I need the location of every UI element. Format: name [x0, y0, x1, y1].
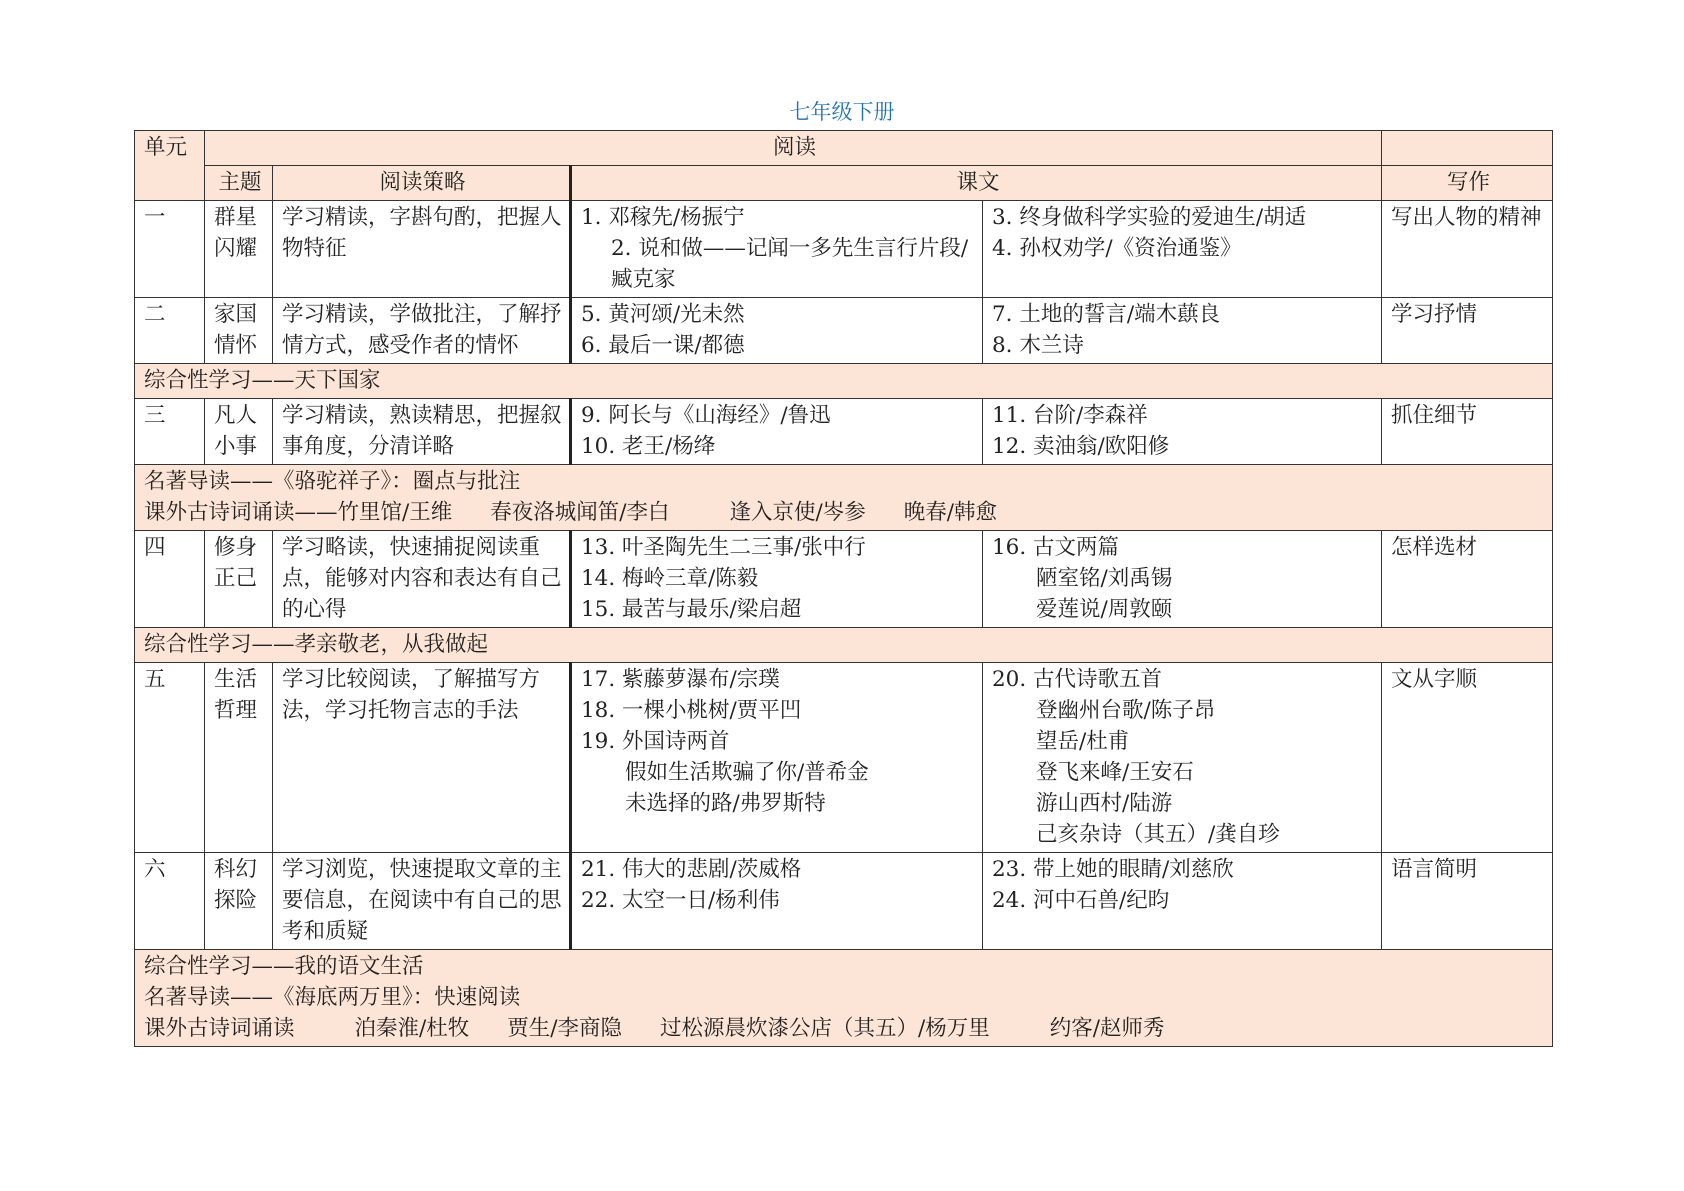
unit-writing: 怎样选材	[1382, 531, 1553, 628]
text-item: 23. 带上她的眼睛/刘慈欣	[992, 857, 1234, 882]
unit-writing: 抓住细节	[1382, 399, 1553, 465]
unit-row-5	[135, 663, 1553, 853]
text-item: 登幽州台歌/陈子昂	[1036, 698, 1216, 723]
text-item: 未选择的路/弗罗斯特	[625, 791, 826, 816]
curriculum-table	[134, 130, 1553, 1047]
unit-texts-right	[983, 201, 1382, 298]
unit-texts-left	[571, 531, 983, 628]
comprehensive-study: 综合性学习——天下国家	[135, 364, 1553, 399]
header-strategy: 阅读策略	[273, 166, 571, 201]
page-title: 七年级下册	[789, 100, 895, 124]
text-item: 2. 说和做——记闻一多先生言行片段/臧克家	[611, 236, 969, 292]
text-item: 3. 终身做科学实验的爱迪生/胡适	[992, 205, 1307, 230]
unit-theme: 凡人 小事	[205, 399, 273, 465]
unit-row-2	[135, 298, 1553, 364]
text-item: 10. 老王/杨绛	[581, 434, 716, 459]
header-unit: 单元	[135, 131, 205, 201]
unit-number: 六	[135, 853, 205, 950]
text-item: 陋室铭/刘禹锡	[1036, 566, 1173, 591]
activity-block	[135, 465, 1553, 531]
unit-writing: 写出人物的精神	[1382, 201, 1553, 298]
unit-strategy: 学习精读，学做批注，了解抒情方式，感受作者的情怀	[273, 298, 571, 364]
comprehensive-study: 综合性学习——我的语文生活	[144, 954, 424, 979]
unit-strategy: 学习比较阅读，了解描写方法，学习托物言志的手法	[273, 663, 571, 853]
text-item: 21. 伟大的悲剧/茨威格	[581, 857, 802, 882]
unit-theme: 生活 哲理	[205, 663, 273, 853]
header-reading: 阅读	[205, 131, 1382, 166]
unit-texts-right	[983, 298, 1382, 364]
unit-strategy: 学习浏览，快速提取文章的主要信息，在阅读中有自己的思考和质疑	[273, 853, 571, 950]
unit-texts-right	[983, 399, 1382, 465]
unit-texts-right	[983, 531, 1382, 628]
header-theme: 主题	[205, 166, 273, 201]
activity-row	[135, 628, 1553, 663]
unit-texts-left	[571, 201, 983, 298]
text-item: 爱莲说/周敦颐	[1036, 597, 1173, 622]
unit-row-6	[135, 853, 1553, 950]
text-item: 4. 孙权劝学/《资治通鉴》	[992, 236, 1242, 261]
activity-block	[135, 950, 1553, 1047]
unit-texts-left	[571, 663, 983, 853]
text-item: 17. 紫藤萝瀑布/宗璞	[581, 667, 780, 692]
unit-texts-left	[571, 853, 983, 950]
text-item: 13. 叶圣陶先生二三事/张中行	[581, 535, 866, 560]
text-item: 20. 古代诗歌五首	[992, 667, 1163, 692]
comprehensive-study: 综合性学习——孝亲敬老，从我做起	[135, 628, 1553, 663]
unit-row-1	[135, 201, 1553, 298]
text-item: 16. 古文两篇	[992, 535, 1120, 560]
unit-number: 二	[135, 298, 205, 364]
unit-number: 一	[135, 201, 205, 298]
text-item: 游山西村/陆游	[1036, 791, 1173, 816]
text-item: 5. 黄河颂/光未然	[581, 302, 745, 327]
header-row-2	[135, 166, 1553, 201]
unit-row-3	[135, 399, 1553, 465]
text-item: 9. 阿长与《山海经》/鲁迅	[581, 403, 831, 428]
unit-theme: 修身 正己	[205, 531, 273, 628]
activity-row	[135, 950, 1553, 1047]
header-texts: 课文	[571, 166, 1382, 201]
unit-strategy: 学习精读，熟读精思，把握叙事角度，分清详略	[273, 399, 571, 465]
text-item: 11. 台阶/李森祥	[992, 403, 1148, 428]
unit-strategy: 学习略读，快速捕捉阅读重点，能够对内容和表达有自己的心得	[273, 531, 571, 628]
extra-poems: 课外古诗词诵读 泊秦淮/杜牧 贾生/李商隐 过松源晨炊漆公店（其五）/杨万里 约客/赵师秀	[144, 1016, 1165, 1041]
text-item: 己亥杂诗（其五）/龚自珍	[1036, 822, 1280, 847]
classic-reading: 名著导读——《海底两万里》：快速阅读	[144, 985, 521, 1010]
text-item: 19. 外国诗两首	[581, 729, 730, 754]
unit-texts-right	[983, 853, 1382, 950]
text-item: 18. 一棵小桃树/贾平凹	[581, 698, 802, 723]
header-blank	[1382, 131, 1553, 166]
unit-strategy: 学习精读，字斟句酌，把握人物特征	[273, 201, 571, 298]
unit-theme: 科幻 探险	[205, 853, 273, 950]
unit-number: 五	[135, 663, 205, 853]
text-item: 24. 河中石兽/纪昀	[992, 888, 1170, 913]
unit-number: 三	[135, 399, 205, 465]
unit-theme: 群星 闪耀	[205, 201, 273, 298]
unit-number: 四	[135, 531, 205, 628]
header-row-1	[135, 131, 1553, 166]
unit-row-4	[135, 531, 1553, 628]
unit-texts-left	[571, 399, 983, 465]
unit-writing: 学习抒情	[1382, 298, 1553, 364]
unit-writing: 文从字顺	[1382, 663, 1553, 853]
text-item: 22. 太空一日/杨利伟	[581, 888, 780, 913]
unit-writing: 语言简明	[1382, 853, 1553, 950]
text-item: 14. 梅岭三章/陈毅	[581, 566, 759, 591]
text-item: 登飞来峰/王安石	[1036, 760, 1194, 785]
extra-poems: 课外古诗词诵读——竹里馆/王维 春夜洛城闻笛/李白 逢入京使/岑参 晚春/韩愈	[144, 500, 997, 525]
text-item: 15. 最苦与最乐/梁启超	[581, 597, 802, 622]
unit-texts-left	[571, 298, 983, 364]
text-item: 望岳/杜甫	[1036, 729, 1130, 754]
header-writing: 写作	[1382, 166, 1553, 201]
text-item: 1. 邓稼先/杨振宁	[581, 205, 745, 230]
unit-texts-right	[983, 663, 1382, 853]
text-item: 假如生活欺骗了你/普希金	[625, 760, 869, 785]
unit-theme: 家国 情怀	[205, 298, 273, 364]
text-item: 12. 卖油翁/欧阳修	[992, 434, 1170, 459]
classic-reading: 名著导读——《骆驼祥子》：圈点与批注	[144, 469, 521, 494]
activity-row	[135, 364, 1553, 399]
text-item: 8. 木兰诗	[992, 333, 1084, 358]
text-item: 6. 最后一课/都德	[581, 333, 745, 358]
activity-row	[135, 465, 1553, 531]
text-item: 7. 土地的誓言/端木蕻良	[992, 302, 1221, 327]
